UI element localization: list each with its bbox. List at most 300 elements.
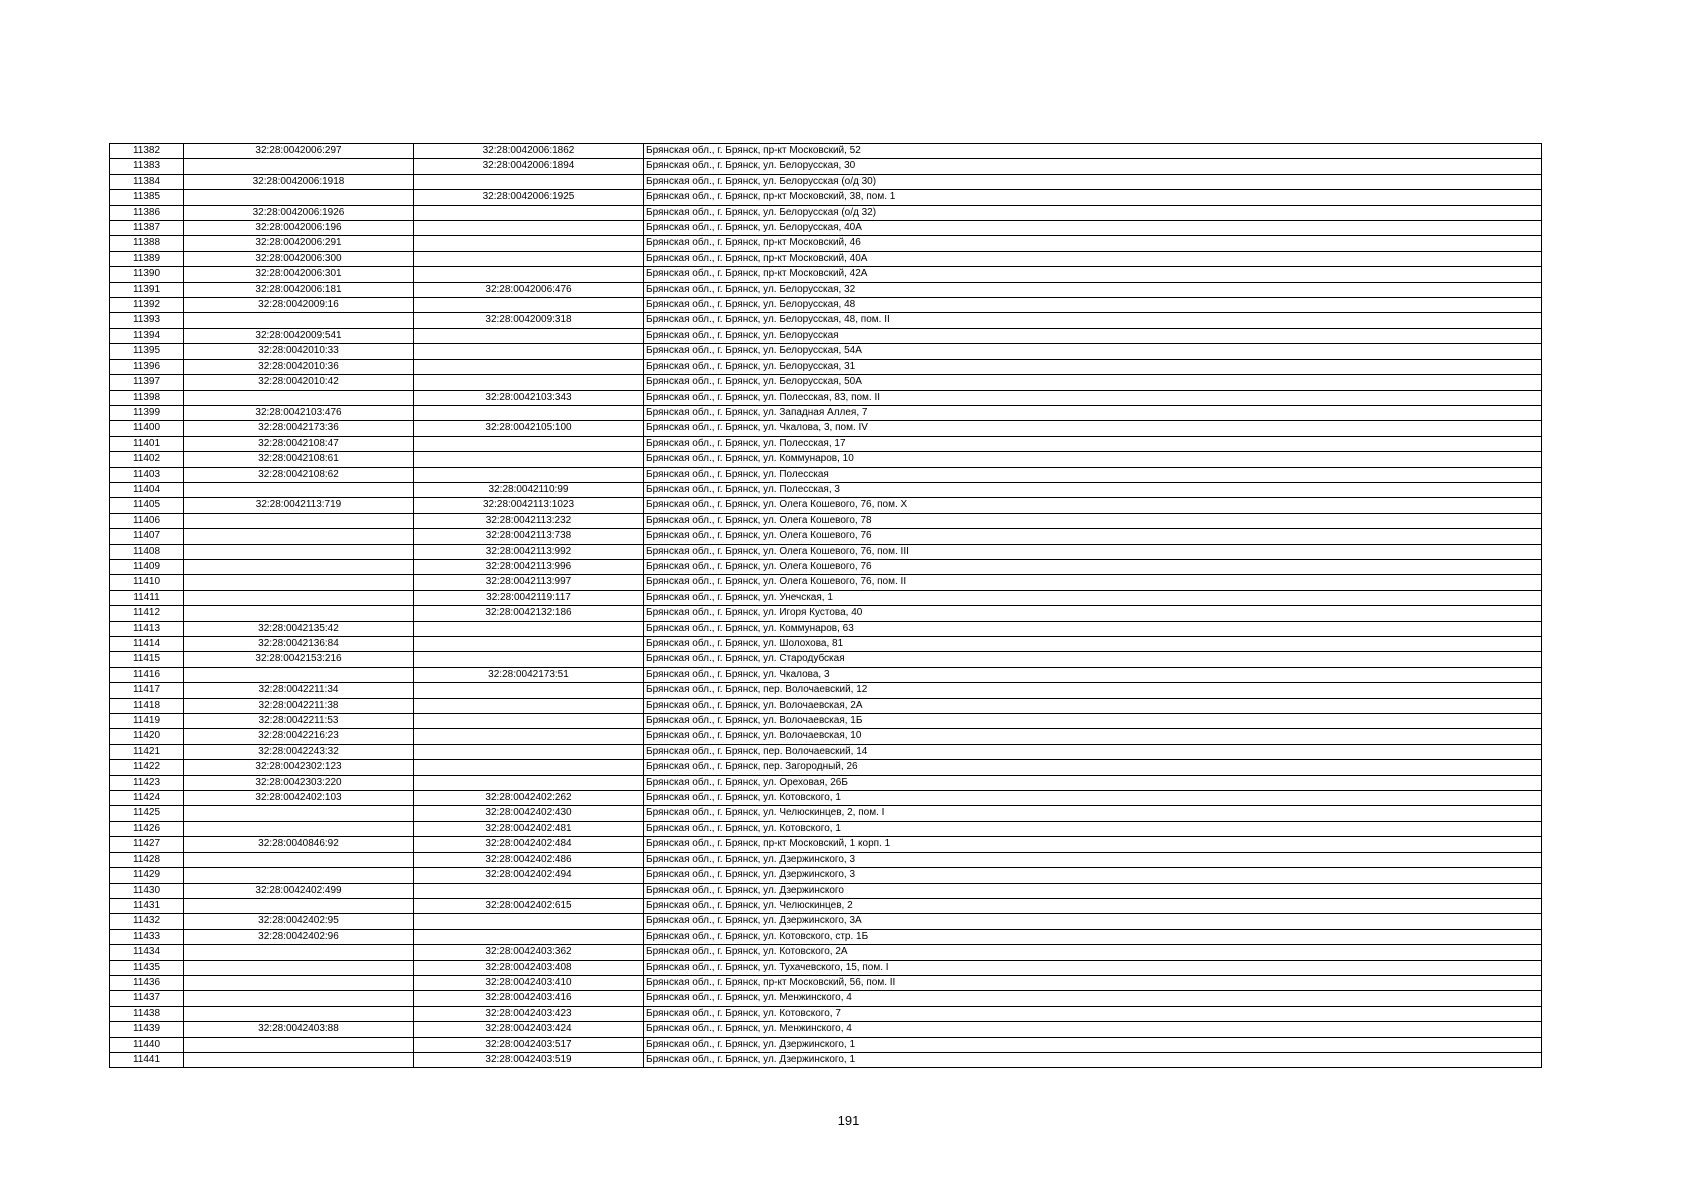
cadastral-number-cell: [184, 1006, 414, 1021]
address-cell: Брянская обл., г. Брянск, ул. Белорусская: [644, 328, 1542, 343]
cadastral-number-cell: 32:28:0042006:1926: [184, 205, 414, 220]
row-number-cell: 11423: [110, 775, 184, 790]
table-row: [110, 821, 1542, 836]
row-number-cell: 11396: [110, 359, 184, 374]
object-cadastral-number-cell: [414, 637, 644, 652]
address-cell: Брянская обл., г. Брянск, ул. Полесская: [644, 467, 1542, 482]
address-cell: Брянская обл., г. Брянск, ул. Западная Аллея, 7: [644, 405, 1542, 420]
table-row: [110, 498, 1542, 513]
cadastral-number-cell: 32:28:0042402:96: [184, 929, 414, 944]
address-cell: Брянская обл., г. Брянск, пр-кт Московский, 38, пом. 1: [644, 190, 1542, 205]
row-number-cell: 11407: [110, 529, 184, 544]
row-number-cell: 11432: [110, 914, 184, 929]
table-row: [110, 883, 1542, 898]
table-row: [110, 159, 1542, 174]
cadastral-number-cell: 32:28:0042136:84: [184, 637, 414, 652]
cadastral-number-cell: 32:28:0042010:33: [184, 344, 414, 359]
table-row: [110, 945, 1542, 960]
cadastral-number-cell: 32:28:0042216:23: [184, 729, 414, 744]
row-number-cell: 11397: [110, 375, 184, 390]
row-number-cell: 11398: [110, 390, 184, 405]
object-cadastral-number-cell: [414, 775, 644, 790]
table-row: [110, 606, 1542, 621]
cadastral-number-cell: [184, 898, 414, 913]
address-cell: Брянская обл., г. Брянск, ул. Белорусская, 48, пом. II: [644, 313, 1542, 328]
table-row: [110, 544, 1542, 559]
object-cadastral-number-cell: [414, 883, 644, 898]
address-cell: Брянская обл., г. Брянск, ул. Котовского, 7: [644, 1006, 1542, 1021]
object-cadastral-number-cell: 32:28:0042403:362: [414, 945, 644, 960]
cadastral-number-cell: 32:28:0042103:476: [184, 405, 414, 420]
table-row: [110, 1022, 1542, 1037]
cadastral-number-cell: 32:28:0042153:216: [184, 652, 414, 667]
row-number-cell: 11437: [110, 991, 184, 1006]
table-row: [110, 559, 1542, 574]
cadastral-number-cell: 32:28:0042402:499: [184, 883, 414, 898]
address-cell: Брянская обл., г. Брянск, пер. Загородный, 26: [644, 760, 1542, 775]
cadastral-number-cell: [184, 159, 414, 174]
address-cell: Брянская обл., г. Брянск, пер. Волочаевский, 12: [644, 683, 1542, 698]
cadastral-number-cell: 32:28:0042010:42: [184, 375, 414, 390]
cadastral-number-cell: 32:28:0042113:719: [184, 498, 414, 513]
object-cadastral-number-cell: [414, 714, 644, 729]
object-cadastral-number-cell: [414, 436, 644, 451]
cadastral-number-cell: 32:28:0042302:123: [184, 760, 414, 775]
cadastral-number-cell: [184, 313, 414, 328]
cadastral-number-cell: 32:28:0042010:36: [184, 359, 414, 374]
cadastral-number-cell: [184, 559, 414, 574]
cadastral-number-cell: [184, 945, 414, 960]
row-number-cell: 11411: [110, 590, 184, 605]
address-cell: Брянская обл., г. Брянск, ул. Олега Кошевого, 76, пом. III: [644, 544, 1542, 559]
cadastral-number-cell: 32:28:0042211:38: [184, 698, 414, 713]
row-number-cell: 11429: [110, 868, 184, 883]
table-row: [110, 282, 1542, 297]
cadastral-number-cell: 32:28:0042009:541: [184, 328, 414, 343]
row-number-cell: 11434: [110, 945, 184, 960]
address-cell: Брянская обл., г. Брянск, ул. Ореховая, 26Б: [644, 775, 1542, 790]
object-cadastral-number-cell: [414, 467, 644, 482]
row-number-cell: 11439: [110, 1022, 184, 1037]
address-cell: Брянская обл., г. Брянск, ул. Котовского, 2А: [644, 945, 1542, 960]
table-row: [110, 1006, 1542, 1021]
address-cell: Брянская обл., г. Брянск, пр-кт Московский, 40А: [644, 251, 1542, 266]
object-cadastral-number-cell: 32:28:0042402:484: [414, 837, 644, 852]
object-cadastral-number-cell: [414, 344, 644, 359]
address-cell: Брянская обл., г. Брянск, ул. Унечская, 1: [644, 590, 1542, 605]
address-cell: Брянская обл., г. Брянск, ул. Дзержинского: [644, 883, 1542, 898]
row-number-cell: 11399: [110, 405, 184, 420]
table-row: [110, 313, 1542, 328]
address-cell: Брянская обл., г. Брянск, ул. Челюскинцев, 2: [644, 898, 1542, 913]
row-number-cell: 11418: [110, 698, 184, 713]
registry-table: [109, 143, 1542, 1068]
object-cadastral-number-cell: 32:28:0042119:117: [414, 590, 644, 605]
table-row: [110, 975, 1542, 990]
row-number-cell: 11388: [110, 236, 184, 251]
table-row: [110, 590, 1542, 605]
row-number-cell: 11410: [110, 575, 184, 590]
address-cell: Брянская обл., г. Брянск, ул. Игоря Кустова, 40: [644, 606, 1542, 621]
object-cadastral-number-cell: 32:28:0042403:410: [414, 975, 644, 990]
object-cadastral-number-cell: [414, 174, 644, 189]
cadastral-number-cell: 32:28:0042173:36: [184, 421, 414, 436]
row-number-cell: 11384: [110, 174, 184, 189]
row-number-cell: 11405: [110, 498, 184, 513]
row-number-cell: 11404: [110, 482, 184, 497]
row-number-cell: 11401: [110, 436, 184, 451]
row-number-cell: 11421: [110, 744, 184, 759]
address-cell: Брянская обл., г. Брянск, ул. Менжинского, 4: [644, 991, 1542, 1006]
address-cell: Брянская обл., г. Брянск, ул. Дзержинского, 1: [644, 1052, 1542, 1067]
address-cell: Брянская обл., г. Брянск, ул. Белорусская, 30: [644, 159, 1542, 174]
object-cadastral-number-cell: [414, 405, 644, 420]
object-cadastral-number-cell: [414, 652, 644, 667]
cadastral-number-cell: [184, 960, 414, 975]
row-number-cell: 11440: [110, 1037, 184, 1052]
cadastral-number-cell: 32:28:0042006:1918: [184, 174, 414, 189]
row-number-cell: 11417: [110, 683, 184, 698]
table-row: [110, 405, 1542, 420]
object-cadastral-number-cell: 32:28:0042132:186: [414, 606, 644, 621]
table-row: [110, 529, 1542, 544]
address-cell: Брянская обл., г. Брянск, ул. Олега Кошевого, 76: [644, 559, 1542, 574]
row-number-cell: 11392: [110, 298, 184, 313]
address-cell: Брянская обл., г. Брянск, ул. Дзержинского, 3: [644, 852, 1542, 867]
object-cadastral-number-cell: 32:28:0042402:486: [414, 852, 644, 867]
address-cell: Брянская обл., г. Брянск, ул. Чкалова, 3, пом. IV: [644, 421, 1542, 436]
address-cell: Брянская обл., г. Брянск, ул. Тухачевского, 15, пом. I: [644, 960, 1542, 975]
table-row: [110, 652, 1542, 667]
object-cadastral-number-cell: 32:28:0042403:423: [414, 1006, 644, 1021]
address-cell: Брянская обл., г. Брянск, ул. Дзержинского, 3: [644, 868, 1542, 883]
row-number-cell: 11393: [110, 313, 184, 328]
address-cell: Брянская обл., г. Брянск, ул. Белорусская, 31: [644, 359, 1542, 374]
address-cell: Брянская обл., г. Брянск, ул. Белорусская, 54А: [644, 344, 1542, 359]
cadastral-number-cell: 32:28:0042006:297: [184, 144, 414, 159]
table-row: [110, 852, 1542, 867]
row-number-cell: 11424: [110, 791, 184, 806]
table-row: [110, 775, 1542, 790]
row-number-cell: 11419: [110, 714, 184, 729]
row-number-cell: 11427: [110, 837, 184, 852]
table-row: [110, 914, 1542, 929]
address-cell: Брянская обл., г. Брянск, пр-кт Московский, 42А: [644, 267, 1542, 282]
row-number-cell: 11409: [110, 559, 184, 574]
cadastral-number-cell: 32:28:0042108:61: [184, 452, 414, 467]
row-number-cell: 11412: [110, 606, 184, 621]
cadastral-number-cell: [184, 482, 414, 497]
object-cadastral-number-cell: 32:28:0042103:343: [414, 390, 644, 405]
cadastral-number-cell: [184, 590, 414, 605]
address-cell: Брянская обл., г. Брянск, ул. Челюскинцев, 2, пом. I: [644, 806, 1542, 821]
cadastral-number-cell: [184, 513, 414, 528]
address-cell: Брянская обл., г. Брянск, ул. Волочаевская, 1Б: [644, 714, 1542, 729]
cadastral-number-cell: 32:28:0042243:32: [184, 744, 414, 759]
cadastral-number-cell: 32:28:0042108:62: [184, 467, 414, 482]
row-number-cell: 11428: [110, 852, 184, 867]
row-number-cell: 11394: [110, 328, 184, 343]
address-cell: Брянская обл., г. Брянск, ул. Белорусская, 32: [644, 282, 1542, 297]
address-cell: Брянская обл., г. Брянск, ул. Олега Кошевого, 76, пом. II: [644, 575, 1542, 590]
cadastral-number-cell: [184, 991, 414, 1006]
table-row: [110, 744, 1542, 759]
object-cadastral-number-cell: 32:28:0042402:262: [414, 791, 644, 806]
object-cadastral-number-cell: [414, 929, 644, 944]
object-cadastral-number-cell: 32:28:0042006:1894: [414, 159, 644, 174]
cadastral-number-cell: 32:28:0042135:42: [184, 621, 414, 636]
table-row: [110, 1052, 1542, 1067]
table-row: [110, 421, 1542, 436]
cadastral-number-cell: 32:28:0042303:220: [184, 775, 414, 790]
address-cell: Брянская обл., г. Брянск, ул. Полесская, 83, пом. II: [644, 390, 1542, 405]
object-cadastral-number-cell: 32:28:0042113:996: [414, 559, 644, 574]
address-cell: Брянская обл., г. Брянск, пр-кт Московский, 1 корп. 1: [644, 837, 1542, 852]
table-row: [110, 621, 1542, 636]
row-number-cell: 11436: [110, 975, 184, 990]
object-cadastral-number-cell: 32:28:0042006:476: [414, 282, 644, 297]
object-cadastral-number-cell: [414, 267, 644, 282]
object-cadastral-number-cell: 32:28:0042113:1023: [414, 498, 644, 513]
table-row: [110, 760, 1542, 775]
object-cadastral-number-cell: 32:28:0042113:232: [414, 513, 644, 528]
table-row: [110, 267, 1542, 282]
table-row: [110, 452, 1542, 467]
table-row: [110, 482, 1542, 497]
address-cell: Брянская обл., г. Брянск, ул. Полесская, 3: [644, 482, 1542, 497]
object-cadastral-number-cell: 32:28:0042113:992: [414, 544, 644, 559]
object-cadastral-number-cell: 32:28:0042009:318: [414, 313, 644, 328]
object-cadastral-number-cell: [414, 683, 644, 698]
object-cadastral-number-cell: [414, 221, 644, 236]
object-cadastral-number-cell: [414, 698, 644, 713]
row-number-cell: 11403: [110, 467, 184, 482]
address-cell: Брянская обл., г. Брянск, ул. Белорусская, 50А: [644, 375, 1542, 390]
cadastral-number-cell: [184, 390, 414, 405]
table-row: [110, 190, 1542, 205]
cadastral-number-cell: 32:28:0042006:196: [184, 221, 414, 236]
table-row: [110, 837, 1542, 852]
table-row: [110, 637, 1542, 652]
object-cadastral-number-cell: [414, 205, 644, 220]
object-cadastral-number-cell: 32:28:0042402:494: [414, 868, 644, 883]
table-row: [110, 960, 1542, 975]
table-row: [110, 714, 1542, 729]
object-cadastral-number-cell: 32:28:0042113:997: [414, 575, 644, 590]
row-number-cell: 11426: [110, 821, 184, 836]
row-number-cell: 11422: [110, 760, 184, 775]
table-row: [110, 144, 1542, 159]
object-cadastral-number-cell: [414, 236, 644, 251]
address-cell: Брянская обл., г. Брянск, ул. Белорусская (о/д 30): [644, 174, 1542, 189]
row-number-cell: 11431: [110, 898, 184, 913]
row-number-cell: 11402: [110, 452, 184, 467]
cadastral-number-cell: [184, 667, 414, 682]
row-number-cell: 11430: [110, 883, 184, 898]
cadastral-number-cell: [184, 190, 414, 205]
object-cadastral-number-cell: [414, 729, 644, 744]
address-cell: Брянская обл., г. Брянск, ул. Котовского, 1: [644, 821, 1542, 836]
row-number-cell: 11406: [110, 513, 184, 528]
address-cell: Брянская обл., г. Брянск, ул. Олега Кошевого, 76: [644, 529, 1542, 544]
row-number-cell: 11415: [110, 652, 184, 667]
address-cell: Брянская обл., г. Брянск, ул. Волочаевская, 2А: [644, 698, 1542, 713]
row-number-cell: 11433: [110, 929, 184, 944]
table-row: [110, 174, 1542, 189]
row-number-cell: 11414: [110, 637, 184, 652]
object-cadastral-number-cell: 32:28:0042403:424: [414, 1022, 644, 1037]
address-cell: Брянская обл., г. Брянск, ул. Стародубская: [644, 652, 1542, 667]
object-cadastral-number-cell: [414, 744, 644, 759]
object-cadastral-number-cell: 32:28:0042006:1862: [414, 144, 644, 159]
table-row: [110, 698, 1542, 713]
object-cadastral-number-cell: 32:28:0042403:416: [414, 991, 644, 1006]
cadastral-number-cell: [184, 975, 414, 990]
row-number-cell: 11438: [110, 1006, 184, 1021]
object-cadastral-number-cell: 32:28:0042173:51: [414, 667, 644, 682]
table-row: [110, 205, 1542, 220]
row-number-cell: 11389: [110, 251, 184, 266]
object-cadastral-number-cell: 32:28:0042006:1925: [414, 190, 644, 205]
row-number-cell: 11408: [110, 544, 184, 559]
object-cadastral-number-cell: [414, 621, 644, 636]
object-cadastral-number-cell: [414, 328, 644, 343]
cadastral-number-cell: 32:28:0042211:34: [184, 683, 414, 698]
object-cadastral-number-cell: [414, 375, 644, 390]
table-row: [110, 375, 1542, 390]
table-row: [110, 791, 1542, 806]
row-number-cell: 11391: [110, 282, 184, 297]
address-cell: Брянская обл., г. Брянск, пр-кт Московский, 56, пом. II: [644, 975, 1542, 990]
row-number-cell: 11413: [110, 621, 184, 636]
table-row: [110, 667, 1542, 682]
address-cell: Брянская обл., г. Брянск, ул. Коммунаров, 10: [644, 452, 1542, 467]
table-row: [110, 298, 1542, 313]
table-row: [110, 898, 1542, 913]
cadastral-number-cell: [184, 575, 414, 590]
cadastral-number-cell: 32:28:0042006:181: [184, 282, 414, 297]
cadastral-number-cell: [184, 1037, 414, 1052]
row-number-cell: 11400: [110, 421, 184, 436]
table-row: [110, 390, 1542, 405]
cadastral-number-cell: 32:28:0042006:300: [184, 251, 414, 266]
cadastral-number-cell: [184, 852, 414, 867]
row-number-cell: 11425: [110, 806, 184, 821]
address-cell: Брянская обл., г. Брянск, ул. Белорусская (о/д 32): [644, 205, 1542, 220]
table-row: [110, 683, 1542, 698]
page-number: 191: [837, 1113, 860, 1128]
address-cell: Брянская обл., г. Брянск, пр-кт Московский, 52: [644, 144, 1542, 159]
address-cell: Брянская обл., г. Брянск, ул. Котовского, стр. 1Б: [644, 929, 1542, 944]
cadastral-number-cell: 32:28:0042211:53: [184, 714, 414, 729]
address-cell: Брянская обл., г. Брянск, ул. Котовского, 1: [644, 791, 1542, 806]
registry-table-body: [110, 144, 1542, 1068]
row-number-cell: 11385: [110, 190, 184, 205]
cadastral-number-cell: 32:28:0042108:47: [184, 436, 414, 451]
address-cell: Брянская обл., г. Брянск, ул. Менжинского, 4: [644, 1022, 1542, 1037]
object-cadastral-number-cell: 32:28:0042402:481: [414, 821, 644, 836]
address-cell: Брянская обл., г. Брянск, ул. Полесская, 17: [644, 436, 1542, 451]
cadastral-number-cell: 32:28:0042402:103: [184, 791, 414, 806]
table-row: [110, 729, 1542, 744]
cadastral-number-cell: 32:28:0042006:291: [184, 236, 414, 251]
object-cadastral-number-cell: [414, 359, 644, 374]
table-row: [110, 929, 1542, 944]
cadastral-number-cell: [184, 868, 414, 883]
object-cadastral-number-cell: 32:28:0042105:100: [414, 421, 644, 436]
object-cadastral-number-cell: 32:28:0042403:517: [414, 1037, 644, 1052]
row-number-cell: 11416: [110, 667, 184, 682]
table-row: [110, 806, 1542, 821]
table-row: [110, 221, 1542, 236]
cadastral-number-cell: [184, 806, 414, 821]
cadastral-number-cell: [184, 1052, 414, 1067]
object-cadastral-number-cell: 32:28:0042403:519: [414, 1052, 644, 1067]
object-cadastral-number-cell: 32:28:0042402:615: [414, 898, 644, 913]
table-row: [110, 467, 1542, 482]
table-row: [110, 575, 1542, 590]
object-cadastral-number-cell: [414, 760, 644, 775]
row-number-cell: 11390: [110, 267, 184, 282]
object-cadastral-number-cell: [414, 251, 644, 266]
address-cell: Брянская обл., г. Брянск, ул. Шолохова, 81: [644, 637, 1542, 652]
cadastral-number-cell: 32:28:0042403:88: [184, 1022, 414, 1037]
row-number-cell: 11435: [110, 960, 184, 975]
cadastral-number-cell: [184, 606, 414, 621]
row-number-cell: 11420: [110, 729, 184, 744]
object-cadastral-number-cell: 32:28:0042403:408: [414, 960, 644, 975]
table-row: [110, 328, 1542, 343]
address-cell: Брянская обл., г. Брянск, ул. Дзержинского, 1: [644, 1037, 1542, 1052]
row-number-cell: 11386: [110, 205, 184, 220]
table-row: [110, 344, 1542, 359]
table-row: [110, 236, 1542, 251]
table-row: [110, 359, 1542, 374]
cadastral-number-cell: 32:28:0042009:16: [184, 298, 414, 313]
cadastral-number-cell: [184, 544, 414, 559]
object-cadastral-number-cell: 32:28:0042113:738: [414, 529, 644, 544]
address-cell: Брянская обл., г. Брянск, ул. Белорусская, 40А: [644, 221, 1542, 236]
cadastral-number-cell: [184, 821, 414, 836]
address-cell: Брянская обл., г. Брянск, ул. Белорусская, 48: [644, 298, 1542, 313]
address-cell: Брянская обл., г. Брянск, ул. Чкалова, 3: [644, 667, 1542, 682]
row-number-cell: 11383: [110, 159, 184, 174]
table-row: [110, 436, 1542, 451]
cadastral-number-cell: 32:28:0040846:92: [184, 837, 414, 852]
table-row: [110, 1037, 1542, 1052]
cadastral-number-cell: 32:28:0042402:95: [184, 914, 414, 929]
object-cadastral-number-cell: 32:28:0042110:99: [414, 482, 644, 497]
address-cell: Брянская обл., г. Брянск, ул. Олега Кошевого, 76, пом. X: [644, 498, 1542, 513]
object-cadastral-number-cell: [414, 298, 644, 313]
address-cell: Брянская обл., г. Брянск, ул. Волочаевская, 10: [644, 729, 1542, 744]
table-row: [110, 991, 1542, 1006]
table-row: [110, 513, 1542, 528]
row-number-cell: 11382: [110, 144, 184, 159]
cadastral-number-cell: [184, 529, 414, 544]
row-number-cell: 11441: [110, 1052, 184, 1067]
cadastral-number-cell: 32:28:0042006:301: [184, 267, 414, 282]
object-cadastral-number-cell: [414, 452, 644, 467]
table-row: [110, 868, 1542, 883]
address-cell: Брянская обл., г. Брянск, ул. Коммунаров, 63: [644, 621, 1542, 636]
row-number-cell: 11387: [110, 221, 184, 236]
object-cadastral-number-cell: 32:28:0042402:430: [414, 806, 644, 821]
address-cell: Брянская обл., г. Брянск, пер. Волочаевский, 14: [644, 744, 1542, 759]
object-cadastral-number-cell: [414, 914, 644, 929]
address-cell: Брянская обл., г. Брянск, ул. Дзержинского, 3А: [644, 914, 1542, 929]
address-cell: Брянская обл., г. Брянск, пр-кт Московский, 46: [644, 236, 1542, 251]
